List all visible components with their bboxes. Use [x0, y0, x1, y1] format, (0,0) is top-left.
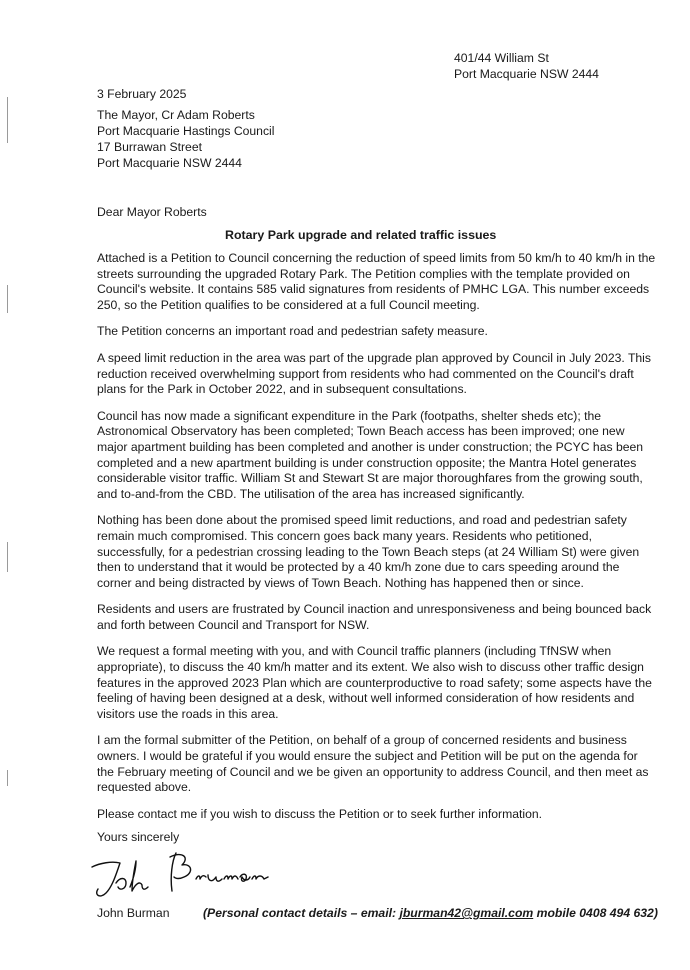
signer-name: John Burman	[97, 906, 170, 920]
sender-address	[454, 50, 599, 82]
scan-margin-mark	[7, 97, 8, 143]
body-paragraph: Please contact me if you wish to discuss the Petition or to seek further information.	[97, 806, 543, 821]
email-link[interactable]: jburman42@gmail.com	[399, 906, 534, 920]
body-paragraph: Residents and users are frustrated by Council inaction and unresponsiveness and being bounced back and forth between Council and Transport for NSW.	[97, 602, 652, 632]
scan-margin-mark	[7, 285, 8, 313]
letter-date: 3 February 2025	[97, 87, 187, 101]
contact-details	[203, 905, 658, 921]
sender-address-line: 401/44 William St	[454, 51, 549, 65]
closing: Yours sincerely	[97, 830, 180, 844]
recipient-line: 17 Burrawan Street	[97, 140, 203, 154]
recipient-line: The Mayor, Cr Adam Roberts	[97, 108, 255, 122]
body-paragraph: Attached is a Petition to Council concerning the reduction of speed limits from 50 km/h to 40 km/h in the streets surrounding the upgraded Rotary Park. The Petition complies with the template provided on Council's website. It contains 585 valid signatures from residents of PMHC LGA. This number exceeds 250, so the Petition qualifies to be considered at a full Council meeting.	[97, 251, 656, 312]
body-paragraph: We request a formal meeting with you, and with Council traffic planners (including TfNSW when appropriate), to discuss the 40 km/h matter and its extent. We also wish to discuss other traffic design features in the approved 2023 Plan which are counterproductive to road safety; some aspects have the feeling of having been designed at a desk, without well informed consideration of how residents and visitors use the roads in this area.	[97, 644, 652, 721]
recipient-line: Port Macquarie Hastings Council	[97, 124, 275, 138]
contact-prefix: (Personal contact details – email:	[203, 906, 400, 920]
scan-margin-mark	[7, 542, 8, 572]
scan-margin-mark	[7, 770, 8, 786]
letter-body	[97, 251, 657, 833]
contact-suffix: mobile 0408 494 632)	[533, 906, 658, 920]
sender-address-line: Port Macquarie NSW 2444	[454, 67, 599, 81]
body-paragraph: Council has now made a significant expenditure in the Park (footpaths, shelter sheds etc); the Astronomical Observatory has been completed; Town Beach access has been improved; one new major apartment building has been completed and another is under construction; the PCYC has been completed and a new apartment building is under construction opposite; the Mantra Hotel generates considerable visitor traffic. William St and Stewart St are major thoroughfares from the growing south, and to-and-from the CBD. The utilisation of the area has increased significantly.	[97, 408, 644, 501]
handwritten-signature	[90, 847, 290, 905]
recipient-line: Port Macquarie NSW 2444	[97, 156, 242, 170]
recipient-address	[97, 107, 274, 171]
subject-heading: Rotary Park upgrade and related traffic issues	[225, 228, 497, 242]
body-paragraph: Nothing has been done about the promised speed limit reductions, and road and pedestrian safety remain much compromised. This concern goes back many years. Residents who petitioned, successfully, for a pedestrian crossing leading to the Town Beach steps (at 24 William St) were given then to understand that it would be protected by a 40 km/h zone due to cars speeding around the corner and being distracted by views of Town Beach. Nothing has happened then or since.	[97, 513, 640, 590]
body-paragraph: A speed limit reduction in the area was part of the upgrade plan approved by Council in July 2023. This reduction received overwhelming support from residents who had commented on the Council's draft plans for the Park in October 2022, and in subsequent consultations.	[97, 350, 651, 397]
body-paragraph: The Petition concerns an important road and pedestrian safety measure.	[97, 324, 488, 339]
salutation: Dear Mayor Roberts	[97, 205, 207, 219]
body-paragraph: I am the formal submitter of the Petition, on behalf of a group of concerned residents and business owners. I would be grateful if you would ensure the subject and Petition will be put on the agenda for the February meeting of Council and we be given an opportunity to address Council, and then meet as requested above.	[97, 733, 649, 795]
